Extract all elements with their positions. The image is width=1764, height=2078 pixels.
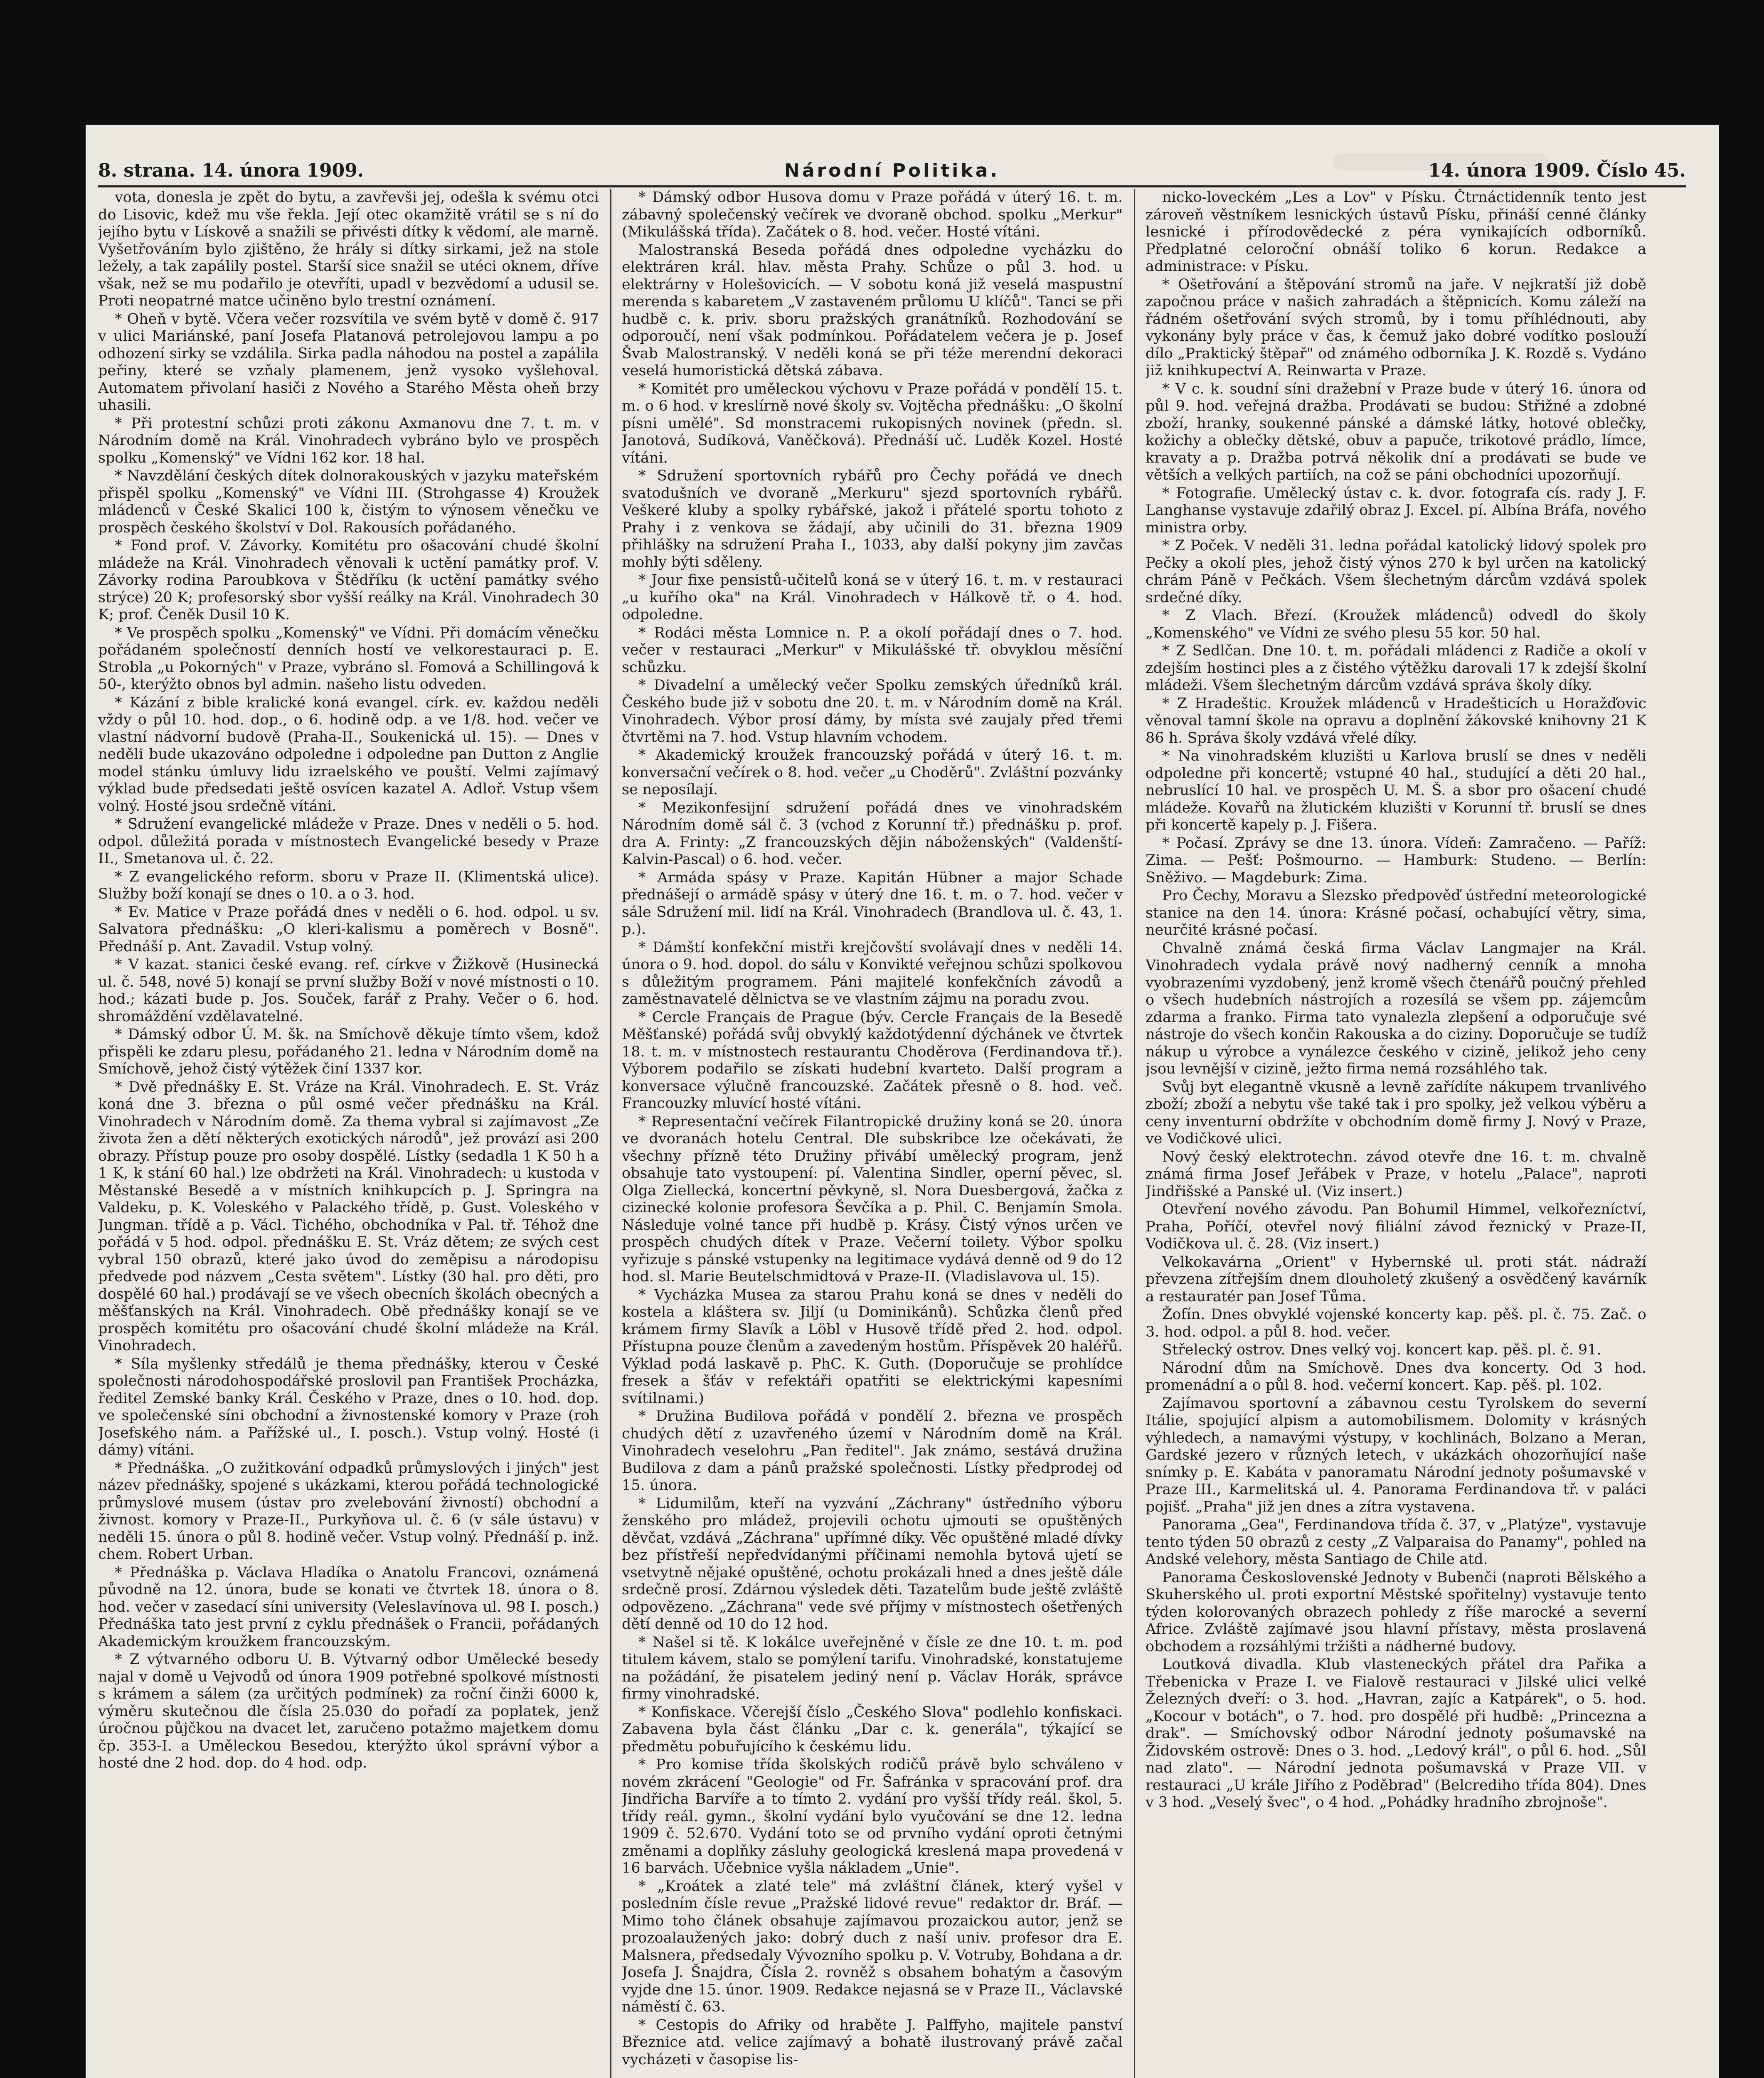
news-item: Loutková divadla. Klub vlasteneckých přátel dra Pařika a Třebenicka v Praze I. ve Fialově restauraci v Jilské ulici velké Železných dveří: o 3. hod. „Havran, zajíc a Katpárek", o 5. hod. „Kocour v botách", o 7. hod. pro dospělé při hudbě: „Princezna a drak". — Smíchovský odbor Národní jednoty pošumavské na Židovském ostrově: Dnes o 3. hod. „Ledový král", o půl 6. hod. „Sůl nad zlato". — Národní jednota pošumavská v Praze VII. v restauraci „U krále Jiřího z Poděbrad" (Belcrediho třída 804). Dnes v 3 hod. „Veselý švec", o 4 hod. „Pohádky hradního zbrojnoše". (1146, 1656, 1646, 1811)
news-item: * Na vinohradském kluzišti u Karlova bruslí se dnes v neděli odpoledne při koncertě; vstupné 40 hal., studující a děti 20 hal., nebruslící 10 hal. ve prospěch U. M. Š. a sbor pro ošacení chudé mládeže. Kovařů na žlutickém kluzišti v Korunní tř. bruslí se dnes při koncertě kapely p. J. Fišera. (1146, 748, 1646, 833)
news-item: * Z evangelického reform. sboru v Praze II. (Klimentská ulice). Služby boží konají se dnes o 10. a o 3. hod. (98, 868, 599, 902)
news-item: * Navzdělání českých dítek dolnorakouských v jazyku mateřském přispěl spolku „Komenský" ve Vídni III. (Strohgasse 4) Kroužek mládenců v České Skalici 100 k, čistým to výnosem věnečku ve prospěch českého školství v Dol. Rakousích pořádaného. (98, 468, 599, 536)
header-issue-number: 14. února 1909. Číslo 45. (1428, 160, 1686, 181)
news-item: Svůj byt elegantně vkusně a levně zařídíte nákupem trvanlivého zboží; zboží a nebytu vše také tak i pro spolky, jež velkou výběru a ceny inventurní obdržíte v obchodním domě firmy J. Nový v Praze, ve Vodičkové ulici. (1146, 1078, 1646, 1147)
news-item: * Dámský odbor Husova domu v Praze pořádá v úterý 16. t. m. zábavný společenský večírek ve dvoraně obchod. spolku „Merkur" (Mikulášská třída). Začátek o 8. hod. večer. Hosté vítáni. (622, 189, 1123, 240)
news-item: * Při protestní schůzi proti zákonu Axmanovu dne 7. t. m. v Národním domě na Král. Vinohradech vybráno bylo ve prospěch spolku „Komenský" ve Vídni 162 kor. 18 hal. (98, 415, 599, 466)
news-item: Nový český elektrotechn. závod otevře dne 16. t. m. chvalně známá firma Josef Jeřábek v Praze, v hotelu „Palace", naproti Jindřišské a Panské ul. (Viz insert.) (1146, 1148, 1646, 1200)
news-item: * Ev. Matice v Praze pořádá dnes v neděli o 6. hod. odpol. u sv. Salvatora přednášku: „O kleri-kalismu a poměrech v Bosně". Přednáší p. Ant. Zavadil. Vstup volný. (98, 904, 599, 955)
news-item: * Z Hradeštic. Kroužek mládenců v Hradešticích u Horažďovic věnoval tamní škole na opravu a doplnění žákovské knihovny 21 K 86 h. Správa školy vzdává vřelé díky. (1146, 695, 1646, 746)
news-item: * Přednáška. „O zužitkování odpadků průmyslových i jiných" jest název přednášky, spojené s ukázkami, kterou pořádá technologické průmyslové musem (ústav pro zvelebování živností) obchodní a živnost. komory v Praze-II., Purkyňova ul. č. 6 (v sále ústavu) v neděli 15. února o půl 8. hodině večer. Vstup volný. Přednáší p. inž. chem. Robert Urban. (98, 1460, 599, 1563)
news-item: * Družina Budilova pořádá v pondělí 2. března ve prospěch chudých dětí z uzavřeného území v Národním domě na Král. Vinohradech veselohru „Pan ředitel". Jak známo, sestává družina Budilova z dam a pánů pražské společnosti. Lístky předprodej od 15. února. (622, 1408, 1123, 1494)
news-item: Otevření nového závodu. Pan Bohumil Himmel, velkořezníctví, Praha, Poříčí, otevřel nový filiální závod řeznický v Praze-II, Vodičkova ul. č. 28. (Viz insert.) (1146, 1201, 1646, 1252)
news-item: Zajímavou sportovní a zábavnou cestu Tyrolskem do severní Itálie, spojující alpism a automobilismem. Dolomity v krásných výhledech, a namavými výstupy, v kochlinách, Bolzano a Meran, Gardské jezero v různých letech, v ukázkách ohozorňující naše snímky p. E. Kabáta v panoramatu Národní jednoty pošumavské v Praze III., Karmelitská ul. 4. Panorama Ferdinandova tř. v paláci pojišť. „Praha" již jen dnes a zítra vystavena. (1146, 1395, 1646, 1515)
news-item: Malostranská Beseda pořádá dnes odpoledne vycházku do elektráren král. hlav. města Prahy. Schůze o půl 3. hod. u elektrárny v Holešovicích. — V sobotu koná již veselá maspustní merenda s kabaretem „V zastaveném průlomu U klíčů". Tanci se při hudbě c. k. priv. sboru pražských granátníků. Rozhodování se odporoučí, není však podmínkou. Pořádatelem večera je p. Josef Švab Malostranský. V neděli koná se při téže merendní dekoraci veselá humoristická dětská zábava. (622, 241, 1123, 379)
news-item: * Z výtvarného odboru U. B. Výtvarný odbor Umělecké besedy najal v domě u Vejvodů od února 1909 potřebné spolkové místnosti s krámem a sálem (za určitých podmínek) za roční činži 6000 k, výměru skutečnou dle čísla 25.030 do pořadí za poplatek, jenž úročnou půjčkou na dvacet let, zaručeno potažmo majetkem domu čp. 353-I. a Uměleckou Besedou, kterýžto úkol správní výbor a hosté dne 2 hod. dop. do 4 hod. odp. (98, 1651, 599, 1771)
news-item: * Síla myšlenky středálů je thema přednášky, kterou v České společnosti národohospodářské proslovil pan František Procházka, ředitel Zemské banky Král. Českého v Praze, dnes o 10. hod. dop. ve společenské síni obchodní a živnostenské komory v Praze (roh Josefského nám. a Pařížské ul., I. posch.). Vstup volný. Hosté (i dámy) vítáni. (98, 1355, 599, 1458)
news-item: Střelecký ostrov. Dnes velký voj. koncert kap. pěš. pl. č. 91. (1162, 1342, 1601, 1358)
news-item: * Z Poček. V neděli 31. ledna pořádal katolický lidový spolek pro Pečky a okolí ples, jehož čistý výnos 270 k byl určen na katolický chrám Páně v Pečkách. Všem šlechetným dárcům vzdává spolek srdečné díky. (1146, 537, 1646, 606)
news-item: * Akademický kroužek francouzský pořádá v úterý 16. t. m. konversační večírek o 8. hod. večer „u Choděrů". Zvláštní pozvánky se neposílají. (622, 747, 1123, 798)
text-column-1 (98, 189, 599, 2078)
news-item: * Dvě přednášky E. St. Vráze na Král. Vinohradech. E. St. Vráz koná dne 3. března o půl osmé večer přednášku na Král. Vinohradech v Národním domě. Za thema vybral si zajímavost „Ze života žen a dětí některých exotických národů", jež provází asi 200 obrazy. Přístup pouze pro osoby dospělé. Lístky (sedadla 1 K 50 h a 1 K, k stání 60 hal.) lze obdržeti na Král. Vinohradech: u kustoda v Městanské Besedě a v místních knihkupcích p. J. Springra na Valdeku, p. K. Voleského v Palackého třídě, p. Gust. Voleského v Jungman. třídě a p. Václ. Tichého, obchodníka v Pal. tř. Téhož dne pořádá v 5 hod. odpol. přednášku E. St. Vráz dětem; ze svých cest vybral 150 obrazů, které jako úvod do zeměpisu a národopisu předvede pod názvem „Cesta světem". Lístky (30 hal. pro děti, pro dospělé 60 hal.) prodávají se ve všech obecních školách obecných a měšťanských na Král. Vinohradech. Obě přednášky konají se ve prospěch komitétu pro ošacování chudé školní mládeže na Král. Vinohradech. (98, 1078, 599, 1354)
news-item: * Dámští konfekční mistři krejčovští svolávají dnes v neděli 14. února o 9. hod. dopol. do sálu v Konvikté veřejnou schůzi spolkovou s důležitým programem. Páni majitelé konfekčních závodů a zaměstnavatelé dělnictva se ve vlastním zájmu na poradu zvou. (622, 939, 1123, 1007)
news-item: * Sdružení sportovních rybářů pro Čechy pořádá ve dnech svatodušních ve dvoraně „Merkuru" sjezd sportovních rybářů. Veškeré kluby a spolky rybářské, jakož i přátelé sportu tohoto z Prahy i z venkova se žádají, aby učinili do 31. března 1909 přihlášky na sdružení Praha I., 1033, aby další pokyny jim zavčas mohly býti sděleny. (622, 468, 1123, 571)
news-item: * Z Vlach. Březí. (Kroužek mládenců) odvedl do školy „Komenského" ve Vídni ze svého plesu 55 kor. 50 hal. (1146, 607, 1646, 641)
news-item: * Našel si tě. K lokálce uveřejněné v čísle ze dne 10. t. m. pod titulem kávem, stalo se pomýlení tarifu. Vinohradské, konstatujeme na požádání, že pisatelem jediný není p. Václav Horák, správce firmy vinohradské. (622, 1634, 1123, 1702)
page-header (98, 159, 1686, 187)
news-item: * Lidumilům, kteří na vyzvání „Záchrany" ústředního výboru ženského pro mládež, projevili ochotu ujmouti se opuštěných děvčat, vzdává „Záchrana" upřímné díky. Věc opuštěné mladé dívky bez přístřeší nepředvídanými příčinami nemohla bytová ujetí se vsetvytně nějaké opuštěné, ochotu prokázali hned a dnes ještě dále srdečně prosí. Zdárnou výsledek děti. Tazatelům bude ještě zvláště odpovězeno. „Záchrana" vede své příjmy v místnostech ošetřených dětí denně od 10 do 12 hod. (622, 1495, 1123, 1632)
news-item: * Oheň v bytě. Včera večer rozsvítila ve svém bytě v domě č. 917 v ulici Mariánské, paní Josefa Platanová petrolejovou lampu a po odhození sirky se vzdálila. Sirka padla náhodou na postel a zapálila peřiny, které se vzňaly plamenem, jenž vysoko vyšlehoval. Automatem přivolaní hasiči z Nového a Starého Města oheň brzy uhasili. (98, 310, 599, 414)
news-item: * Fotografie. Umělecký ústav c. k. dvor. fotografa cís. rady J. F. Langhanse vystavuje zdařilý obraz J. Excel. pí. Albína Bráfa, nového ministra orby. (1146, 485, 1646, 536)
news-item: * Representační večírek Filantropické družiny koná se 20. února ve dvoranách hotelu Central. Dle subskribce lze očekávati, že všechny přízně této Družiny přivábí umělecký program, jenž obsahuje tato vystoupení: pí. Valentina Sindler, operní pěvec, sl. Olga Ziellecká, koncertní pěvkyně, sl. Nora Duesbergová, žačka z cizinecké kolonie profesora Ševčíka a p. Phil. C. Benjamín Smola. Následuje volné tance při hudbě p. Krásy. Čistý výnos určen ve prospěch chudých dítek v Praze. Večerní toilety. Výbor spolku vyřizuje s pánské vstupenky na legitimace vydává denně od 9 do 12 hod. sl. Marie Beutelschmidtová v Praze-II. (Vladislavova ul. 15). (622, 1113, 1123, 1285)
news-item: * Z Sedlčan. Dne 10. t. m. pořádali mládenci z Radiče a okolí v zdejším hostinci ples a z čistého výtěžku darovali 17 k zdejší školní mládeži. Všem šlechetným dárcům vzdává správa školy díky. (1146, 643, 1646, 694)
news-item: * „Kroátek a zlaté tele" má zvláštní článek, který vyšel v posledním čísle revue „Pražské lidové revue" redaktor dr. Bráf. — Mimo toho článek obsahuje zajímavou prozaickou autor, jenž se prozoalaužených jako: dobrý duch z naší univ. profesor dra E. Malsnera, předsedaly Vývozního spolku p. V. Votruby, Bohdana a dr. Josefa J. Šnajdra, Čísla 2. rovněž s obsahem bohatým a časovým vyjde dne 15. únor. 1909. Redakce nejasná se v Praze II., Václavské náměstí č. 63. (622, 1878, 1123, 2015)
news-item: Panorama Československé Jednoty v Bubenči (naproti Bělského a Skuherského ul. proti exportní Městské spořitelny) vystavuje tento týden kolorovaných obrazech pohledy z říše marocké a severní Africe. Zvláště zajímavé jsou hlavní přístavy, města proslavená obchodem a rozsáhlými tržišti a nádherné budovy. (1146, 1569, 1646, 1655)
news-item: * Divadelní a umělecký večer Spolku zemských úředníků král. Českého bude již v sobotu dne 20. t. m. v Národním domě na Král. Vinohradech. Výbor prosí dámy, by místa své zaujaly před třemi čtvrtěmi na 7. hod. Vstup hlavním vchodem. (622, 677, 1123, 746)
news-item: * Přednáška p. Václava Hladíka o Anatolu Francovi, oznámená původně na 12. února, bude se konati ve čtvrtek 18. února o 8. hod. večer v zasedací síni university (Veleslavínova ul. 98 I. posch.) Přednáška tato jest první z cyklu přednášek o Francii, pořádaných Akademickým kroužkem francouzským. (98, 1564, 599, 1650)
news-item: Velkokavárna „Orient" v Hybernské ul. proti stát. nádraží převzena zítřejším dnem dlouholetý zkušený a osvědčený kavárník a restauratér pan Josef Tůma. (1146, 1253, 1646, 1305)
news-item: * Vycházka Musea za starou Prahu koná se dnes v neděli do kostela a kláštera sv. Jiljí (u Dominikánů). Schůzka členů před krámem firmy Slavík a Löbl v Husově třídě před 2. hod. odpol. Přístupna pouze členům a zavedeným hostům. Příspěvek 20 haléřů. Výklad podá laskavě p. PhC. K. Guth. (Doporučuje se prohlídce fresek a šťáv v refektáři opatřiti se elektrickými kapesními svítilnami.) (622, 1286, 1123, 1407)
news-item: Žofín. Dnes obvyklé vojenské koncerty kap. pěš. pl. č. 75. Zač. o 3. hod. odpol. a půl 8. hod. večer. (1146, 1306, 1646, 1340)
text-column-2 (622, 189, 1123, 2078)
news-item: * V c. k. soudní síni dražební v Praze bude v úterý 16. února od půl 9. hod. veřejná dražba. Prodávati se budou: Střižné a zdobné zboží, hranky, soukenné pánské a dámské látky, hotové oblečky, kožichy a oblečky dětské, obuv a papuče, trikotové prádlo, límce, kravaty a p. Dražba potrvá několik dní a prodávati se bude ve větších a velkých partiích, na což se páni obchodníci upozorňují. (1146, 380, 1646, 483)
column-divider (1134, 189, 1135, 2078)
news-item: vota, donesla je zpět do bytu, a zavřevši jej, odešla k svému otci do Lisovic, kdež mu vše řekla. Její otec okamžitě vrátil se s ní do jejího bytu v Lískově a snažili se přivésti dítky k vědomí, ale marně. Vyšetřováním bylo zjištěno, že hrály si dítky sirkami, jež na stole ležely, a tak zapálily postel. Starší sice snažil se utéci oknem, dříve však, než se mu podařilo je otevříti, upadl v bezvědomí a udusil se. Proti neopatrné matce učiněno bylo trestní oznámení. (98, 189, 599, 309)
news-item: Panorama „Gea", Ferdinandova třída č. 37, v „Platýze", vystavuje tento týden 50 obrazů z cesty „Z Valparaisa do Panamy", pohled na Andské velehory, města Santiago de Chile atd. (1146, 1517, 1646, 1568)
news-item: nicko-loveckém „Les a Lov" v Písku. Čtrnáctidenník tento jest zároveň věstníkem lesnických ústavů Písku, přináší cenné články lesnické i přírodovědecké z péra vynikajících odborníků. Předplatné celoroční obnáší toliko 6 korun. Redakce a administrace: v Písku. (1146, 189, 1646, 275)
news-item: * V kazat. stanici české evang. ref. církve v Žižkově (Husinecká ul. č. 548, nové 5) konají se první služby Boží v nové místnosti o 10. hod.; kázati bude p. Jos. Souček, farář z Prahy. Večer o 6. hod. shromáždění vzdělavatelné. (98, 956, 599, 1025)
news-item: * Ošetřování a štěpování stromů na jaře. V nejkratší již době započnou práce v našich zahradách a štěpnicích. Komu záleží na řádném ošetřování svých stromů, by i tomu příhlédnouti, aby vykonány byly práce v čas, k čemuž jako dobré vodítko poslouží dílo „Praktický štěpař" od známého odborníka J. K. Rozdě s. Vydáno již knihkupectví A. Reinwarta v Praze. (1146, 276, 1646, 379)
news-item: * Cercle Français de Prague (býv. Cercle Français de la Besedě Měšťanské) pořádá svůj obvyklý každotýdenní dýchánek ve čtvrtek 18. t. m. v místnostech restaurantu Choděrova (Ferdinandova tř.). Výborem podařilo se získati hudební kvarteto. Další program a konversace výlučně francouzské. Začátek přesně o 8. hod. več. Francouzky mluvící hosté vítáni. (622, 1009, 1123, 1112)
news-item: * Ve prospěch spolku „Komenský" ve Vídni. Při domácím věnečku pořádaném společností denních hostí ve velkorestauraci p. E. Strobla „u Pokorných" v Praze, vybráno sl. Fomová a Schillingová k 50-, kterýžto obnos byl admin. našeho listu odveden. (98, 624, 599, 693)
news-item: * Počasí. Zprávy se dne 13. února. Vídeň: Zamračeno. — Paříž: Zima. — Pešť: Pošmourno. — Hamburk: Studeno. — Berlín: Sněživo. — Magdeburk: Zima. (1146, 835, 1646, 886)
news-item: * Armáda spásy v Praze. Kapitán Hübner a major Schade přednášejí o armádě spásy v úterý dne 16. t. m. o 7. hod. večer v sále Sdružení mil. lidí na Král. Vinohradech (Brandlova ul. č. 43, 1. p.). (622, 869, 1123, 938)
news-item: * Komitét pro uměleckou výchovu v Praze pořádá v pondělí 15. t. m. o 6 hod. v kreslírně nové školy sv. Vojtěcha přednášku: „O školní písni umělé". Sd monstracemi rukopisných novinek (předn. sl. Janotová, Sudíková, Vaněčková). Přednáší uč. Luděk Kozel. Hosté vítáni. (622, 380, 1123, 466)
news-item: Chvalně známá česká firma Václav Langmajer na Král. Vinohradech vydala právě nový nadherný cenník a mnoha vyobrazeními vyzdobený, jenž kromě všech čtenářů poučný přehled o všech hudebních nástrojích a rozesílá se všem pp. zájemcům zdarma a franko. Firma tato vynalezla zlepšení a odporučuje své nástroje do všech končin Rakouska a do ciziny. Doporučuje se tudíž nákup u výrobce a vynálezce českého v cizině, jelikož jeho ceny jsou levnější v cizině, ježto firma nemá rozsáhlého tak. (1146, 940, 1646, 1077)
text-column-3 (1146, 189, 1646, 2078)
header-page-date: 8. strana. 14. února 1909. (98, 160, 364, 181)
news-item: * Konfiskace. Včerejší číslo „Českého Slova" podlehlo konfiskaci. Zabavena byla část článku „Dar c. k. generála", týkající se předmětu pobuřujícího k českému lidu. (622, 1704, 1123, 1755)
news-item: * Dámský odbor Ú. M. šk. na Smíchově děkuje tímto všem, kdož přispěli ke zdaru plesu, pořádaného 21. ledna v Národním domě na Smíchově, jehož čistý výtěžek činí 1337 kor. (98, 1026, 599, 1077)
news-item: * Mezikonfesijní sdružení pořádá dnes ve vinohradském Národním domě sál č. 3 (vchod z Korunní tř.) přednášku p. prof. dra A. Frinty: „Z francouzských dějin náboženských" (Valdenští-Kalvin-Pascal) o 6. hod. večer. (622, 799, 1123, 868)
news-item: * Jour fixe pensistů-učitelů koná se v úterý 16. t. m. v restauraci „u kuřího oka" na Král. Vinohradech v Hálkově tř. o 4. hod. odpoledne. (622, 572, 1123, 623)
news-item: * Pro komise třída školských rodičů právě bylo schváleno v novém zkrácení "Geologie" od Fr. Šafránka v spracování prof. dra Jindřicha Barvíře a to tímto 2. vydání pro vyšší třídy reál. škol, 5. třídy reál. gymn., školní vydání bylo vyučování se dne 12. ledna 1909 č. 52.670. Vydání toto se od prvního vydání oproti četnými změnami a doplňky zásluhy geologická kreslená mapa provedená v 16 barvách. Učebnice vyšla nákladem „Unie". (622, 1756, 1123, 1876)
news-item: * Sdružení evangelické mládeže v Praze. Dnes v neděli o 5. hod. odpol. důležitá porada v místnostech Evangelické besedy v Praze II., Smetanova ul. č. 22. (98, 816, 599, 867)
news-item: * Cestopis do Afriky od hraběte J. Palffyho, majitele panství Březnice atd. velice zajímavý a bohatě ilustrovaný právě začal vycházeti v časopise lis- (622, 2016, 1123, 2068)
news-item: * Kázání z bible kralické koná evangel. círk. ev. každou neděli vždy o půl 10. hod. dop., o 6. hodině odp. a ve 1/8. hod. večer ve vlastní nádvorní budově (Praha-II., Soukenická ul. 15). — Dnes v neděli bude ukazováno odpoledne i odpoledne pan Dutton z Anglie model stánku úmluvy lidu izraelského ve pouští. Velmi zajímavý výklad bude předsedati ještě osvícen kazatel A. Adloř. Vstup všem volný. Hosté jsou srdečně vítáni. (98, 694, 599, 815)
news-item: Pro Čechy, Moravu a Slezsko předpověď ústřední meteorologické stanice na den 14. února: Krásné počasí, ochabující větry, sima, neurčité krásné počasí. (1146, 887, 1646, 938)
newspaper-page (86, 125, 1719, 2078)
masthead-title: Národní Politika. (784, 160, 1000, 181)
news-item: * Rodáci města Lomnice n. P. a okolí pořádají dnes o 7. hod. večer v restauraci „Merkur" v Mikulášské tř. obvyklou měsíční schůzku. (622, 624, 1123, 676)
column-divider (610, 189, 611, 2078)
news-item: Národní dům na Smíchově. Dnes dva koncerty. Od 3 hod. promenádní a o půl 8. hod. večerní koncert. Kap. pěš. pl. 102. (1146, 1359, 1646, 1394)
news-item: * Fond prof. V. Závorky. Komitétu pro ošacování chudé školní mládeže na Král. Vinohradech věnovali k uctění památky prof. V. Závorky rodina Paroubkova v Štědříku (k uctění památky svého strýce) 20 K; profesorský sbor vyšší reálky na Král. Vinohradech 30 K; prof. Čeněk Dusil 10 K. (98, 537, 599, 623)
